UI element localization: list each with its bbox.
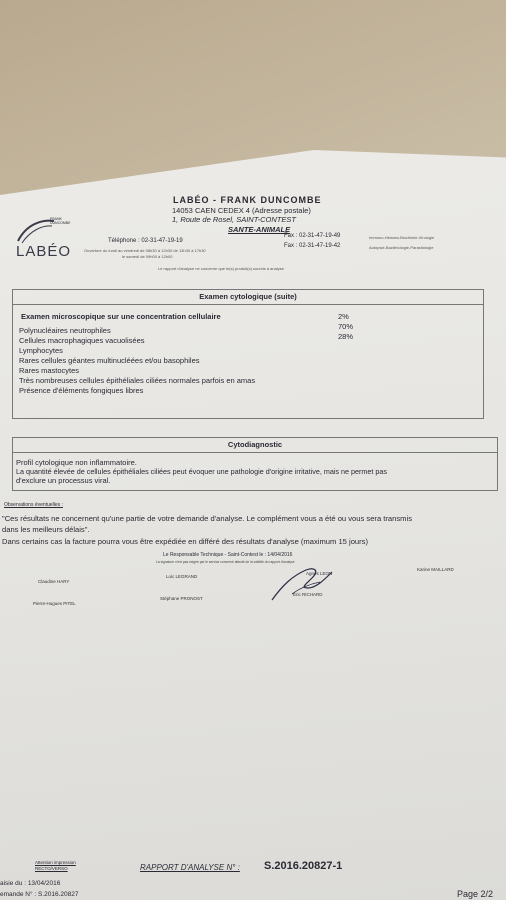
hours-line-1: Ouverture du lundi au vendredi de 08h30 à 12h30 de 13h30 à 17h30 bbox=[84, 248, 206, 253]
cyto-line-2: La quantité élevée de cellules épithéliales ciliées peut évoquer une pathologie d'origine irritative, mais ne permet pas bbox=[16, 467, 387, 476]
department: SANTE-ANIMALE bbox=[228, 225, 291, 234]
exam-row-value: 70% bbox=[338, 322, 354, 331]
fax-1-note: Immuno-Hémato-Biochimie-Virologie bbox=[369, 235, 435, 240]
attention-line-2: RECTO/VERSO bbox=[35, 866, 68, 871]
responsable-line: Le Responsable Technique - Saint-Contest le : 14/04/2016 bbox=[163, 552, 293, 558]
saisie-date: aisie du : 13/04/2016 bbox=[0, 880, 61, 887]
exam-section bbox=[12, 289, 484, 419]
attention-line-1: Attention impression bbox=[35, 860, 76, 865]
observations-line-2: dans les meilleurs délais". bbox=[2, 525, 90, 534]
exam-row-label: Rares mastocytes bbox=[19, 366, 80, 375]
demande-number: emande N° : S.2016.20827 bbox=[0, 891, 79, 898]
observations-line-3: Dans certains cas la facture pourra vous être expédiée en différé des résultats d'analyse (maximum 15 jours) bbox=[2, 537, 368, 546]
logo bbox=[12, 215, 72, 265]
exam-title: Examen cytologique (suite) bbox=[13, 290, 483, 305]
report-notice: Le rapport d'analyse ne concerne que le(s) produit(s) soumis à analyse bbox=[158, 266, 284, 271]
logo-small-text: FRANK DUNCOMBE bbox=[50, 217, 71, 225]
address-line-1: 14053 CAEN CEDEX 4 (Adresse postale) bbox=[172, 206, 311, 215]
signatory-name: Karine MAILLARD bbox=[417, 567, 454, 572]
signatory-name: Stéphane PRONOST bbox=[160, 596, 203, 601]
cyto-section bbox=[12, 437, 498, 491]
fax-1: Fax : 02-31-47-19-49 bbox=[284, 233, 341, 239]
fax-2-note: Autopsie-Bactériologie-Parasitologie bbox=[369, 245, 434, 250]
signatory-name: Pierre-Hugues PITEL bbox=[33, 601, 76, 606]
cyto-line-1: Profil cytologique non inflammatoire. bbox=[16, 458, 137, 467]
exam-row-label: Cellules macrophagiques vacuolisées bbox=[19, 336, 145, 345]
signatory-name: Claudine HARY bbox=[38, 579, 70, 584]
observations-line-1: "Ces résultats ne concernent qu'une partie de votre demande d'analyse. Le complément vous a été ou vous sera transmis bbox=[2, 514, 412, 523]
handwritten-signature bbox=[262, 558, 342, 608]
lab-name: LABÉO - FRANK DUNCOMBE bbox=[173, 195, 322, 205]
report-label: RAPPORT D'ANALYSE N° : bbox=[140, 863, 240, 872]
hours-line-2: le samedi de 09h00 à 12h00 bbox=[122, 254, 173, 259]
cyto-title: Cytodiagnostic bbox=[13, 438, 497, 453]
fax-2: Fax : 02-31-47-19-42 bbox=[284, 243, 341, 249]
signatory-name: Loic LEGRAND bbox=[166, 574, 198, 579]
exam-row-label: Lymphocytes bbox=[19, 346, 63, 355]
telephone: Téléphone : 02-31-47-19-19 bbox=[108, 238, 183, 244]
page-number: Page 2/2 bbox=[457, 889, 494, 899]
exam-row-label: Polynucléaires neutrophiles bbox=[19, 326, 111, 335]
report-number: S.2016.20827-1 bbox=[264, 860, 343, 872]
exam-row-label: Très nombreuses cellules épithéliales ciliées normales parfois en amas bbox=[19, 376, 256, 385]
exam-row-value: 2% bbox=[338, 312, 349, 321]
exam-row-label: Rares cellules géantes multinucléées et/ou basophiles bbox=[19, 356, 200, 365]
address-line-2: 1, Route de Rosel, SAINT-CONTEST bbox=[172, 215, 296, 224]
signatory-name: Eric RICHARD bbox=[293, 592, 323, 597]
logo-main-text: LABÉO bbox=[16, 243, 72, 260]
exam-row-label: Présence d'éléments fongiques libres bbox=[19, 386, 144, 395]
signature-note: La signature n'est pas exigée par le service concerné attesté de la validité du rapport d'analyse bbox=[156, 560, 295, 564]
exam-row-value: 28% bbox=[338, 332, 354, 341]
signatory-name: Agnès LEON bbox=[306, 571, 333, 576]
exam-subtitle: Examen microscopique sur une concentration cellulaire bbox=[21, 312, 221, 321]
observations-label: Observations éventuelles : bbox=[4, 502, 63, 508]
cyto-line-3: d'exclure un processus viral. bbox=[16, 476, 111, 485]
